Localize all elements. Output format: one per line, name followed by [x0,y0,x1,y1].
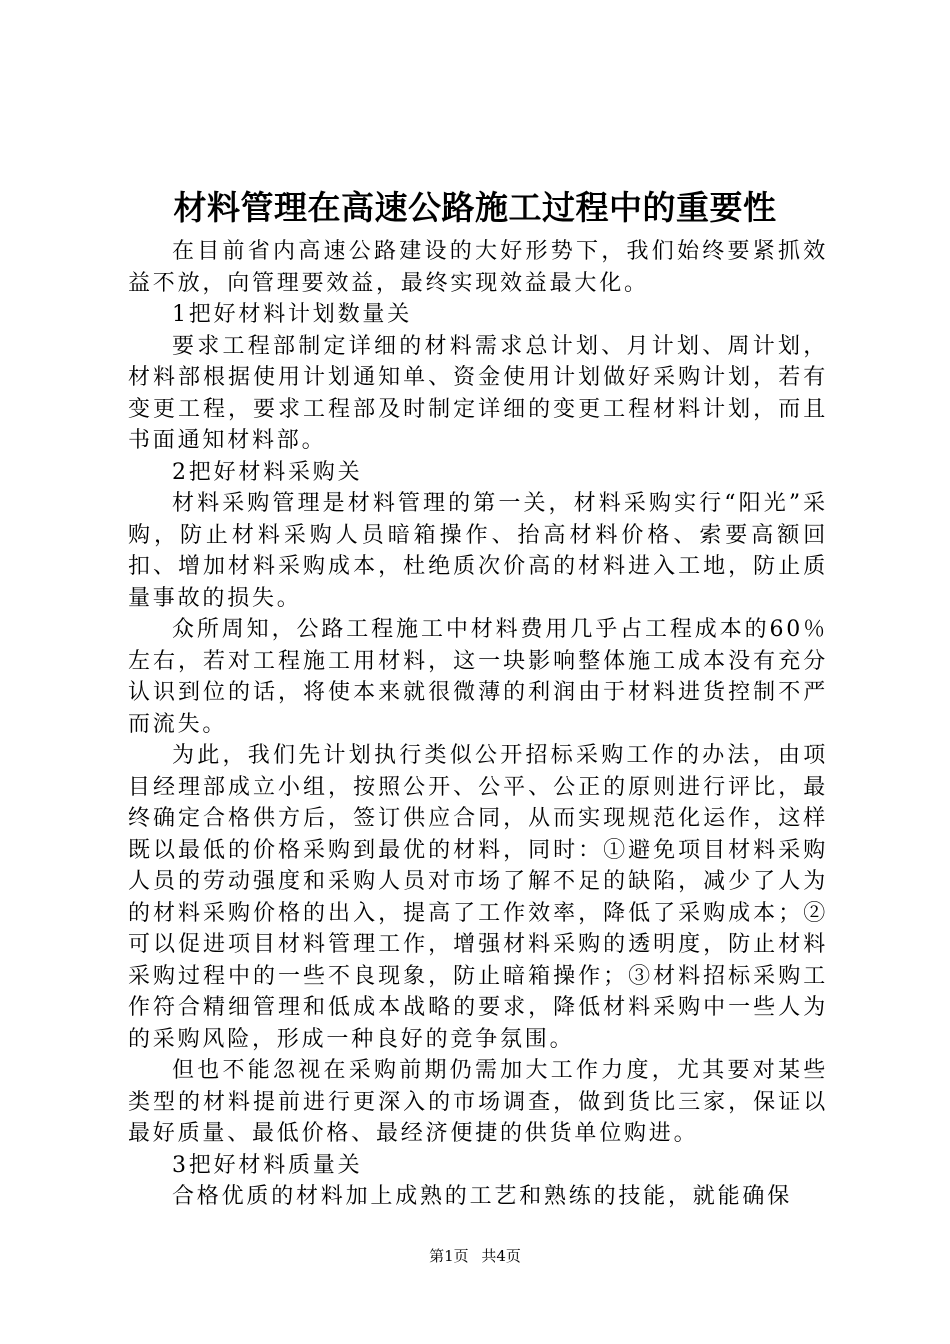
paragraph-intro: 在目前省内高速公路建设的大好形势下，我们始终要紧抓效益不放，向管理要效益，最终实现效益最大化。 [128,239,828,296]
paragraph-survey: 但也不能忽视在采购前期仍需加大工作力度，尤其要对某些类型的材料提前进行更深入的市场调查，做到货比三家，保证以最好质量、最低价格、最经济便捷的供货单位购进。 [128,1058,828,1146]
page-number: 第1页 [429,1247,469,1265]
page-footer [0,1246,950,1266]
section-heading-2: 2把好材料采购关 [172,459,363,485]
document-body [128,236,828,1213]
page-total: 共4页 [481,1247,521,1265]
document-title: 材料管理在高速公路施工过程中的重要性 [173,188,777,227]
paragraph-purchase: 材料采购管理是材料管理的第一关，材料采购实行“阳光”采购，防止材料采购人员暗箱操作、抬高材料价格、索要高额回扣、增加材料采购成本，杜绝质次价高的材料进入工地，防止质量事故的损失。 [128,491,828,611]
paragraph-tender: 为此，我们先计划执行类似公开招标采购工作的办法，由项目经理部成立小组，按照公开、公平、公正的原则进行评比，最终确定合格供方后，签订供应合同，从而实现规范化运作，这样既以最低的价格采购到最优的材料，同时：①避免项目材料采购人员的劳动强度和采购人员对市场了解不足的缺陷，减少了人为的材料采购价格的出入，提高了工作效率，降低了采购成本；②可以促进项目材料管理工作，增强材料采购的透明度，防止材料采购过程中的一些不良现象，防止暗箱操作；③材料招标采购工作符合精细管理和低成本战略的要求，降低材料采购中一些人为的采购风险，形成一种良好的竞争氛围。 [128,743,828,1052]
paragraph-cost: 众所周知，公路工程施工中材料费用几乎占工程成本的60％左右，若对工程施工用材料，这一块影响整体施工成本没有充分认识到位的话，将使本来就很微薄的利润由于材料进货控制不严而流失。 [128,617,828,737]
paragraph-quality: 合格优质的材料加上成熟的工艺和熟练的技能，就能确保 [172,1184,793,1209]
section-heading-3: 3把好材料质量关 [172,1152,363,1178]
paragraph-plan: 要求工程部制定详细的材料需求总计划、月计划、周计划，材料部根据使用计划通知单、资金使用计划做好采购计划，若有变更工程，要求工程部及时制定详细的变更工程材料计划，而且书面通知材料部。 [128,333,828,453]
section-heading-1: 1把好材料计划数量关 [172,302,412,327]
